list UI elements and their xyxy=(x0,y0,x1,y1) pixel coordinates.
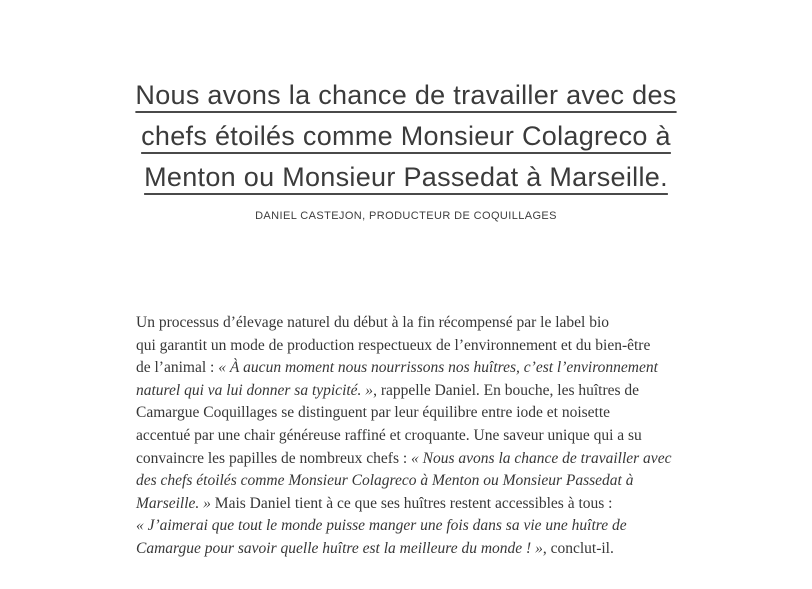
article-quote-text: Camargue pour savoir quelle huître est la meilleure du monde ! » xyxy=(136,539,543,557)
pullquote-line-text: chefs étoilés comme Monsieur Colagreco à xyxy=(141,121,671,151)
article-line xyxy=(136,448,736,471)
pullquote-line xyxy=(0,75,812,116)
pullquote-line-text: Nous avons la chance de travailler avec des xyxy=(135,80,677,110)
article-text: Mais Daniel tient à ce que ses huîtres restent accessibles à tous : xyxy=(210,494,613,512)
article-line xyxy=(136,538,736,561)
article-quote-text: naturel qui va lui donner sa typicité. » xyxy=(136,381,374,399)
article-quote-text: Marseille. » xyxy=(136,494,211,512)
pullquote-line xyxy=(0,157,812,198)
article-text: qui garantit un mode de production respectueux de l’environnement et du bien-être xyxy=(136,336,651,354)
article-line xyxy=(136,335,736,358)
article-quote-text: « J’aimerai que tout le monde puisse manger une fois dans sa vie une huître de xyxy=(136,517,627,535)
article-text: , rappelle Daniel. En bouche, les huîtres de xyxy=(373,381,640,399)
pullquote-line xyxy=(0,116,812,157)
article-line xyxy=(136,357,736,380)
article-text: de l’animal : xyxy=(136,359,219,377)
article-line xyxy=(136,470,736,493)
pullquote-line-text: Menton ou Monsieur Passedat à Marseille. xyxy=(144,162,668,192)
article-line xyxy=(136,402,736,425)
article-text: , conclut-il. xyxy=(542,539,614,557)
article-quote-text: des chefs étoilés comme Monsieur Colagreco à Menton ou Monsieur Passedat à xyxy=(136,472,634,490)
article-line xyxy=(136,425,736,448)
article-line xyxy=(136,493,736,516)
article-line xyxy=(136,515,736,538)
article-line xyxy=(136,380,736,403)
pullquote-attribution: DANIEL CASTEJON, PRODUCTEUR DE COQUILLAGES xyxy=(255,210,557,222)
article-paragraph xyxy=(136,312,736,561)
article-line xyxy=(136,312,736,335)
article-text: convaincre les papilles de nombreux chefs : xyxy=(136,449,412,467)
article-text: Un processus d’élevage naturel du début à la fin récompensé par le label bio xyxy=(136,314,609,331)
pullquote-heading xyxy=(0,75,812,198)
article-text: Camargue Coquillages se distinguent par leur équilibre entre iode et noisette xyxy=(136,404,611,422)
article-quote-text: « Nous avons la chance de travailler avec xyxy=(411,449,672,467)
article-quote-text: « À aucun moment nous nourrissons nos huîtres, c’est l’environnement xyxy=(218,359,658,377)
article-text: accentué par une chair généreuse raffiné et croquante. Une saveur unique qui a su xyxy=(136,426,642,444)
